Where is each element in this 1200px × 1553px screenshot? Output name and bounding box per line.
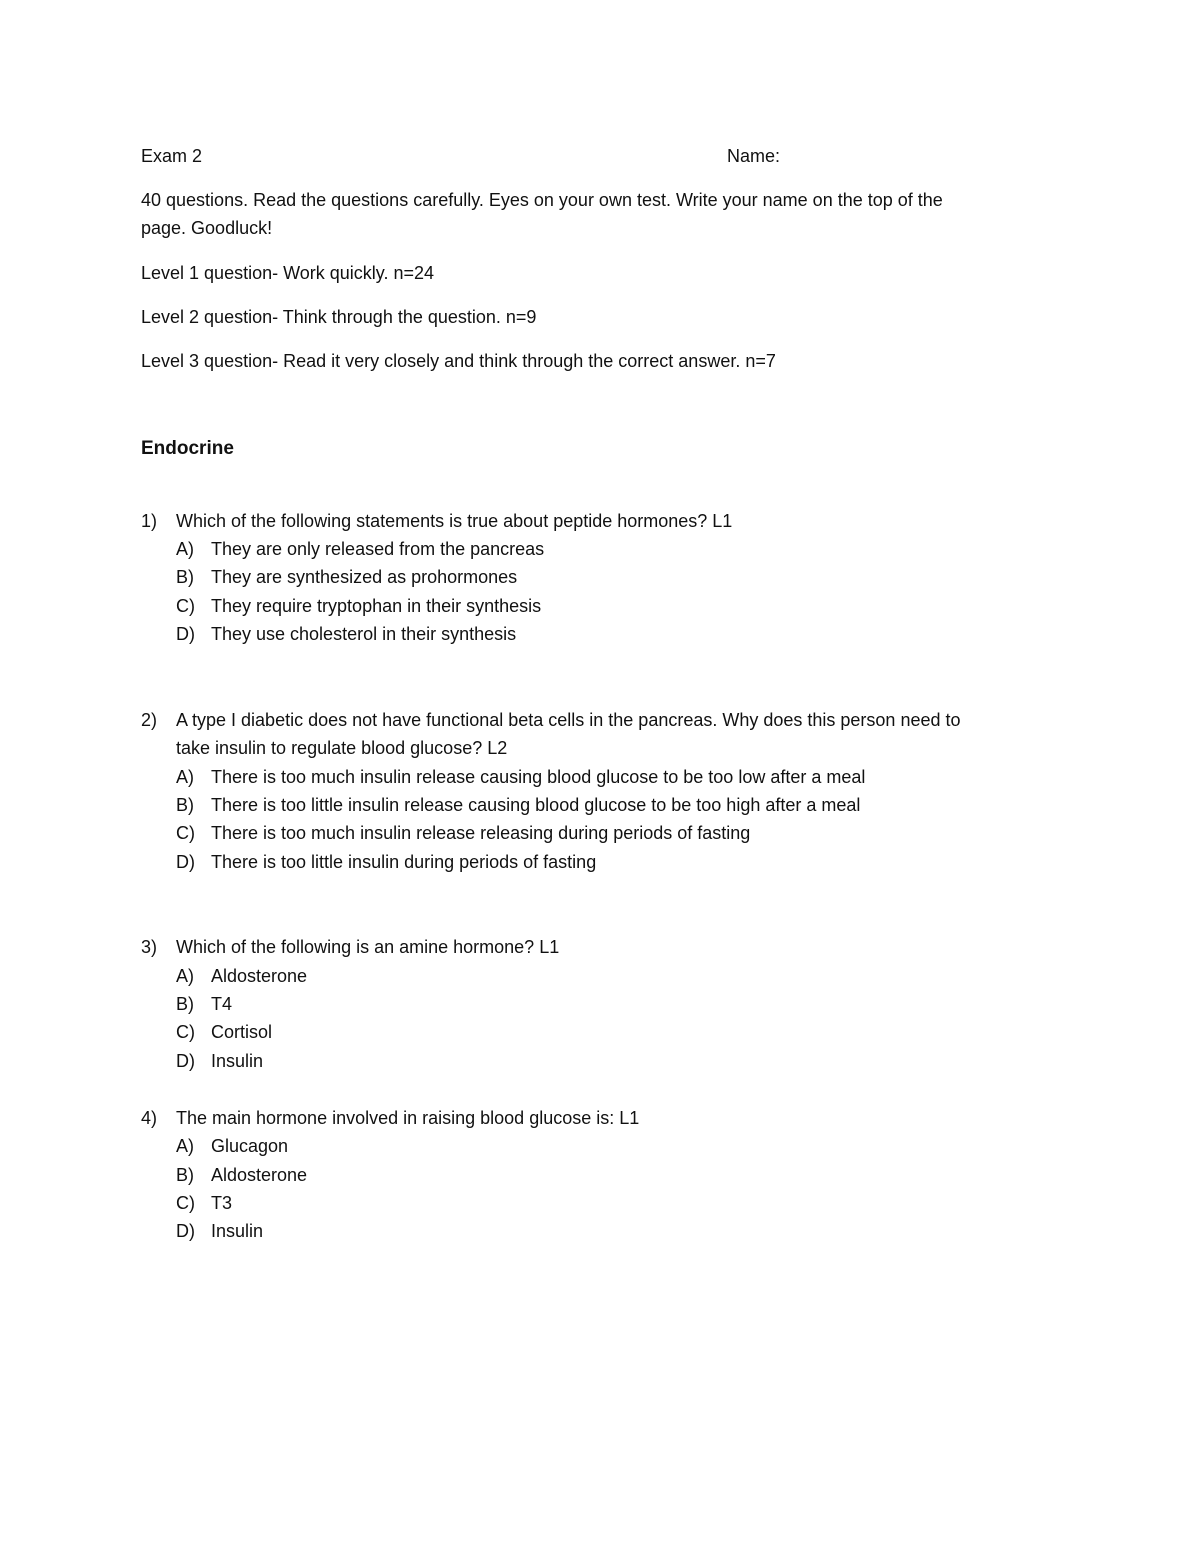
option-text: They are only released from the pancreas xyxy=(211,539,545,559)
question-number: 4) xyxy=(141,1108,158,1128)
question-text: The main hormone involved in raising blood glucose is: L1 xyxy=(176,1108,640,1128)
exam-title: Exam 2 xyxy=(141,146,203,166)
question-text: take insulin to regulate blood glucose? L2 xyxy=(176,738,508,758)
option-letter: C) xyxy=(176,596,195,616)
option-text: Glucagon xyxy=(211,1136,289,1156)
level-2-description: Level 2 question- Think through the question. n=9 xyxy=(141,307,537,327)
option-letter: A) xyxy=(176,767,194,787)
option-text: They use cholesterol in their synthesis xyxy=(211,624,517,644)
option-text: T4 xyxy=(211,994,233,1014)
option-text: There is too much insulin release causing blood glucose to be too low after a meal xyxy=(211,767,866,787)
option-text: There is too much insulin release releasing during periods of fasting xyxy=(211,823,751,843)
option-letter: B) xyxy=(176,994,194,1014)
question-number: 2) xyxy=(141,710,158,730)
option-letter: D) xyxy=(176,852,195,872)
option-letter: C) xyxy=(176,1022,195,1042)
question-number: 3) xyxy=(141,937,158,957)
option-letter: A) xyxy=(176,966,194,986)
option-text: Cortisol xyxy=(211,1022,273,1042)
option-letter: B) xyxy=(176,1165,194,1185)
level-3-description: Level 3 question- Read it very closely and think through the correct answer. n=7 xyxy=(141,351,776,371)
option-text: They require tryptophan in their synthesis xyxy=(211,596,542,616)
section-title: Endocrine xyxy=(141,438,234,459)
option-text: There is too little insulin release causing blood glucose to be too high after a meal xyxy=(211,795,861,815)
question-text: A type I diabetic does not have functional beta cells in the pancreas. Why does this person need to xyxy=(176,710,961,730)
option-letter: D) xyxy=(176,1221,195,1241)
option-letter: A) xyxy=(176,539,194,559)
level-1-description: Level 1 question- Work quickly. n=24 xyxy=(141,263,434,283)
option-letter: C) xyxy=(176,1193,195,1213)
option-text: There is too little insulin during periods of fasting xyxy=(211,852,597,872)
option-text: T3 xyxy=(211,1193,233,1213)
instructions-line-2: page. Goodluck! xyxy=(141,218,273,238)
instructions-line-1: 40 questions. Read the questions carefully. Eyes on your own test. Write your name on the top of the xyxy=(141,190,943,210)
option-text: Insulin xyxy=(211,1221,264,1241)
option-text: Aldosterone xyxy=(211,1165,308,1185)
option-text: They are synthesized as prohormones xyxy=(211,567,518,587)
name-label: Name: xyxy=(727,146,781,166)
option-letter: B) xyxy=(176,567,194,587)
option-text: Aldosterone xyxy=(211,966,308,986)
question-number: 1) xyxy=(141,511,158,531)
question-text: Which of the following is an amine hormone? L1 xyxy=(176,937,560,957)
option-letter: C) xyxy=(176,823,195,843)
option-letter: D) xyxy=(176,1051,195,1071)
option-letter: D) xyxy=(176,624,195,644)
option-letter: A) xyxy=(176,1136,194,1156)
question-text: Which of the following statements is true about peptide hormones? L1 xyxy=(176,511,733,531)
option-letter: B) xyxy=(176,795,194,815)
option-text: Insulin xyxy=(211,1051,264,1071)
